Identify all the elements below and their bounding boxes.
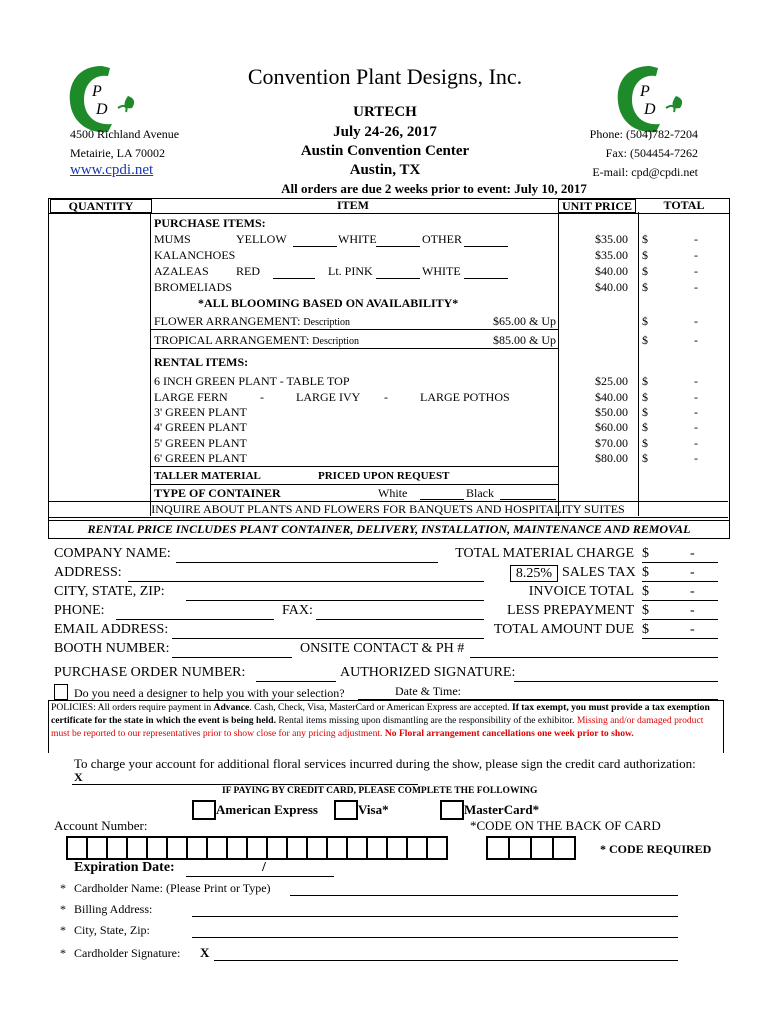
- total-tropical[interactable]: -: [694, 333, 698, 347]
- total-5ft-dollar: $: [642, 436, 648, 450]
- total-bromeliads-dollar: $: [642, 280, 648, 294]
- container-black-option[interactable]: Black: [466, 486, 494, 500]
- policies-advance: Advance: [213, 702, 250, 713]
- total-large-dollar: $: [642, 390, 648, 404]
- cardholder-signature-label: Cardholder Signature:: [74, 946, 181, 960]
- total-flower-dollar: $: [642, 314, 648, 328]
- fax-label: FAX:: [282, 603, 313, 618]
- total-mums-dollar: $: [642, 232, 648, 246]
- cardholder-name-label: Cardholder Name: (Please Print or Type): [74, 881, 271, 895]
- total-3ft-dollar: $: [642, 405, 648, 419]
- policies-no-cancellation: No Floral arrangement cancellations one week prior to show.: [384, 728, 634, 739]
- event-venue: Austin Convention Center: [300, 143, 470, 159]
- company-street: 4500 Richland Avenue: [70, 127, 180, 141]
- mums-other-label: OTHER: [422, 232, 462, 246]
- code-required-label: * CODE REQUIRED: [600, 842, 712, 856]
- svg-text:D: D: [644, 101, 656, 118]
- container-black-field[interactable]: [500, 499, 556, 500]
- ivy-dash: -: [384, 390, 388, 404]
- company-name-field[interactable]: [176, 562, 438, 563]
- date-time-label: Date & Time:: [395, 684, 462, 698]
- rental-item-large-pothos: LARGE POTHOS: [420, 390, 510, 404]
- azaleas-white-label: WHITE: [422, 264, 461, 278]
- mums-yellow-field[interactable]: [293, 246, 337, 247]
- expiration-slash: /: [262, 860, 266, 875]
- total-large[interactable]: -: [694, 390, 698, 404]
- email-field[interactable]: [172, 638, 484, 639]
- price-table-top: $25.00: [595, 374, 628, 388]
- price-mums: $35.00: [595, 232, 628, 246]
- event-name: URTECH: [353, 104, 417, 120]
- azaleas-white-field[interactable]: [464, 278, 508, 279]
- company-email: E-mail: cpd@cpdi.net: [592, 165, 698, 179]
- company-website-link[interactable]: www.cpdi.net: [70, 162, 154, 178]
- total-bromeliads[interactable]: -: [694, 280, 698, 294]
- invoice-dollar: $: [642, 584, 649, 599]
- invoice-value[interactable]: -: [690, 584, 695, 599]
- company-fax: Fax: (504454-7262: [605, 146, 698, 160]
- prepayment-label: LESS PREPAYMENT: [507, 603, 634, 618]
- policies-text-1: POLICIES: All orders require payment in: [51, 702, 214, 713]
- rental-item-large-fern: LARGE FERN: [154, 390, 228, 404]
- auth-signature-field[interactable]: [514, 681, 718, 682]
- taller-material-label: TALLER MATERIAL: [154, 470, 261, 482]
- account-number-label: Account Number:: [54, 818, 148, 833]
- event-dates: July 24-26, 2017: [333, 124, 437, 140]
- signature-bullet: *: [60, 946, 66, 960]
- price-kalanchoes: $35.00: [595, 248, 628, 262]
- expiration-field[interactable]: [186, 876, 334, 877]
- amount-due-label: TOTAL AMOUNT DUE: [493, 622, 634, 637]
- amex-checkbox[interactable]: [192, 800, 216, 820]
- company-name: Convention Plant Designs, Inc.: [247, 64, 523, 89]
- rental-item-4ft: 4' GREEN PLANT: [154, 420, 247, 434]
- amount-due-dollar: $: [642, 622, 649, 637]
- header-quantity: QUANTITY: [50, 199, 152, 213]
- item-bromeliads: BROMELIADS: [154, 280, 233, 294]
- city-label: CITY, STATE, ZIP:: [54, 584, 165, 599]
- address-label: ADDRESS:: [54, 565, 122, 580]
- total-5ft[interactable]: -: [694, 436, 698, 450]
- rental-title: RENTAL ITEMS:: [154, 355, 249, 369]
- price-6ft: $80.00: [595, 451, 628, 465]
- billing-bullet: *: [60, 902, 66, 916]
- tropical-description-label: Description: [312, 336, 359, 347]
- mums-white-label: WHITE: [338, 232, 377, 246]
- container-white-field[interactable]: [420, 499, 464, 500]
- policies-text-2: . Cash, Check, Visa, MasterCard or American Express are accepted.: [249, 702, 512, 713]
- total-table-top[interactable]: -: [694, 374, 698, 388]
- card-city-field[interactable]: [192, 937, 678, 938]
- rental-item-6ft: 6' GREEN PLANT: [154, 451, 247, 465]
- inquire-note: INQUIRE ABOUT PLANTS AND FLOWERS FOR BANQUETS AND HOSPITALITY SUITES: [48, 501, 728, 518]
- amex-label: American Express: [216, 802, 318, 817]
- credit-paying-header: IF PAYING BY CREDIT CARD, PLEASE COMPLETE THE FOLLOWING: [222, 786, 538, 796]
- mastercard-label: MasterCard*: [464, 802, 540, 817]
- svg-text:P: P: [640, 83, 650, 100]
- code-on-back-label: *CODE ON THE BACK OF CARD: [470, 818, 661, 833]
- total-6ft[interactable]: -: [694, 451, 698, 465]
- phone-label: PHONE:: [54, 603, 105, 618]
- company-phone: Phone: (504)782-7204: [589, 127, 698, 141]
- logo-letter-p: P: [92, 83, 102, 100]
- rental-item-5ft: 5' GREEN PLANT: [154, 436, 247, 450]
- container-white-option[interactable]: White: [378, 486, 408, 500]
- sales-tax-value[interactable]: -: [690, 565, 695, 580]
- total-6ft-dollar: $: [642, 451, 648, 465]
- mastercard-checkbox[interactable]: [440, 800, 464, 820]
- blooming-note: *ALL BLOOMING BASED ON AVAILABILITY*: [198, 296, 459, 310]
- price-5ft: $70.00: [595, 436, 628, 450]
- company-city: Metairie, LA 70002: [70, 146, 165, 160]
- total-kalanchoes[interactable]: -: [694, 248, 698, 262]
- auth-signature-label: AUTHORIZED SIGNATURE:: [340, 665, 516, 680]
- account-number-boxes[interactable]: [66, 836, 448, 858]
- designer-question: Do you need a designer to help you with your selection?: [74, 686, 345, 700]
- billing-address-field[interactable]: [192, 916, 678, 917]
- item-mums: MUMS: [154, 232, 191, 246]
- sales-tax-dollar: $: [642, 565, 649, 580]
- cardholder-name-field[interactable]: [290, 895, 678, 896]
- item-azaleas: AZALEAS: [154, 264, 209, 278]
- azaleas-red-label: RED: [236, 264, 260, 278]
- address-field[interactable]: [128, 581, 484, 582]
- item-tropical-arrangement: TROPICAL ARRANGEMENT:: [154, 333, 310, 347]
- total-material-label: TOTAL MATERIAL CHARGE: [455, 546, 634, 561]
- price-large: $40.00: [595, 390, 628, 404]
- city-field[interactable]: [186, 600, 484, 601]
- amount-due-value[interactable]: -: [690, 622, 695, 637]
- tropical-price: $85.00 & Up: [493, 333, 556, 347]
- sales-tax-label: SALES TAX: [562, 565, 636, 580]
- total-4ft[interactable]: -: [694, 420, 698, 434]
- policies-damaged: Missing and/or damaged product must be reported to our representatives prior to show close for any pricing adjustment.: [51, 715, 704, 739]
- mums-yellow-label: YELLOW: [236, 232, 287, 246]
- price-bromeliads: $40.00: [595, 280, 628, 294]
- total-kalanchoes-dollar: $: [642, 248, 648, 262]
- signature-x: X: [200, 945, 210, 960]
- email-label: EMAIL ADDRESS:: [54, 622, 169, 637]
- po-number-label: PURCHASE ORDER NUMBER:: [54, 665, 246, 680]
- booth-label: BOOTH NUMBER:: [54, 641, 170, 656]
- booth-field[interactable]: [172, 657, 292, 658]
- total-flower[interactable]: -: [694, 314, 698, 328]
- price-3ft: $50.00: [595, 405, 628, 419]
- fern-dash: -: [260, 390, 264, 404]
- header-unit-price: UNIT PRICE: [558, 199, 636, 213]
- rental-item-large-ivy: LARGE IVY: [296, 390, 361, 404]
- po-number-field[interactable]: [256, 681, 336, 682]
- onsite-contact-field[interactable]: [470, 657, 718, 658]
- mums-other-field[interactable]: [464, 246, 508, 247]
- price-azaleas: $40.00: [595, 264, 628, 278]
- onsite-contact-label: ONSITE CONTACT & PH #: [300, 641, 465, 656]
- prepay-dollar: $: [642, 603, 649, 618]
- prepay-value[interactable]: -: [690, 603, 695, 618]
- flower-description-label: Description: [303, 317, 351, 328]
- azaleas-red-field[interactable]: [273, 278, 315, 279]
- invoice-total-label: INVOICE TOTAL: [528, 584, 634, 599]
- priced-upon-request: PRICED UPON REQUEST: [318, 470, 450, 482]
- event-city: Austin, TX: [349, 162, 421, 178]
- tax-rate: 8.25%: [510, 565, 558, 582]
- credit-authorization-text: To charge your account for additional floral services incurred during the show, please sign the credit card authorization:: [74, 756, 696, 771]
- card-city-label: City, State, Zip:: [74, 923, 150, 937]
- cardholder-signature-field[interactable]: [214, 960, 678, 961]
- policies-tax-exempt: If tax exempt, you must provide a tax exemption certificate for the state in which the event is being held.: [51, 702, 710, 726]
- expiration-label: Expiration Date:: [74, 860, 175, 875]
- rental-item-3ft: 3' GREEN PLANT: [154, 405, 247, 419]
- total-azaleas[interactable]: -: [694, 264, 698, 278]
- credit-authorization-signature[interactable]: [72, 784, 418, 785]
- city-bullet: *: [60, 923, 66, 937]
- rental-item-table-top: 6 INCH GREEN PLANT - TABLE TOP: [154, 374, 350, 388]
- azaleas-pink-field[interactable]: [376, 278, 420, 279]
- header-total: TOTAL: [663, 198, 705, 212]
- phone-field[interactable]: [116, 619, 274, 620]
- company-name-label: COMPANY NAME:: [54, 546, 171, 561]
- visa-label: Visa*: [358, 802, 389, 817]
- total-4ft-dollar: $: [642, 420, 648, 434]
- credit-sign-x: X: [74, 770, 83, 784]
- mums-white-field[interactable]: [376, 246, 420, 247]
- material-value[interactable]: -: [690, 546, 695, 561]
- total-tropical-dollar: $: [642, 333, 648, 347]
- rental-includes-note: RENTAL PRICE INCLUDES PLANT CONTAINER, DELIVERY, INSTALLATION, MAINTENANCE AND REMOVAL: [48, 520, 730, 539]
- total-3ft[interactable]: -: [694, 405, 698, 419]
- order-deadline: All orders are due 2 weeks prior to event: July 10, 2017: [281, 181, 587, 196]
- flower-price: $65.00 & Up: [493, 314, 556, 328]
- designer-checkbox[interactable]: [54, 684, 68, 700]
- logo-letter-d: D: [96, 101, 108, 118]
- azaleas-pink-label: Lt. PINK: [328, 264, 373, 278]
- item-flower-arrangement: FLOWER ARRANGEMENT:: [154, 314, 301, 328]
- container-type-label: TYPE OF CONTAINER: [154, 486, 281, 500]
- header-item: ITEM: [336, 198, 369, 212]
- visa-checkbox[interactable]: [334, 800, 358, 820]
- holder-bullet: *: [60, 881, 66, 895]
- item-kalanchoes: KALANCHOES: [154, 248, 236, 262]
- billing-address-label: Billing Address:: [74, 902, 153, 916]
- policies-box: [48, 700, 724, 753]
- total-mums[interactable]: -: [694, 232, 698, 246]
- total-table-top-dollar: $: [642, 374, 648, 388]
- fax-field[interactable]: [316, 619, 484, 620]
- total-azaleas-dollar: $: [642, 264, 648, 278]
- purchase-title: PURCHASE ITEMS:: [154, 216, 266, 230]
- policies-rental-missing: Rental items missing upon dismantling are the responsibility of the exhibitor.: [275, 715, 577, 726]
- material-dollar: $: [642, 546, 649, 561]
- price-4ft: $60.00: [595, 420, 628, 434]
- security-code-boxes[interactable]: [486, 836, 576, 858]
